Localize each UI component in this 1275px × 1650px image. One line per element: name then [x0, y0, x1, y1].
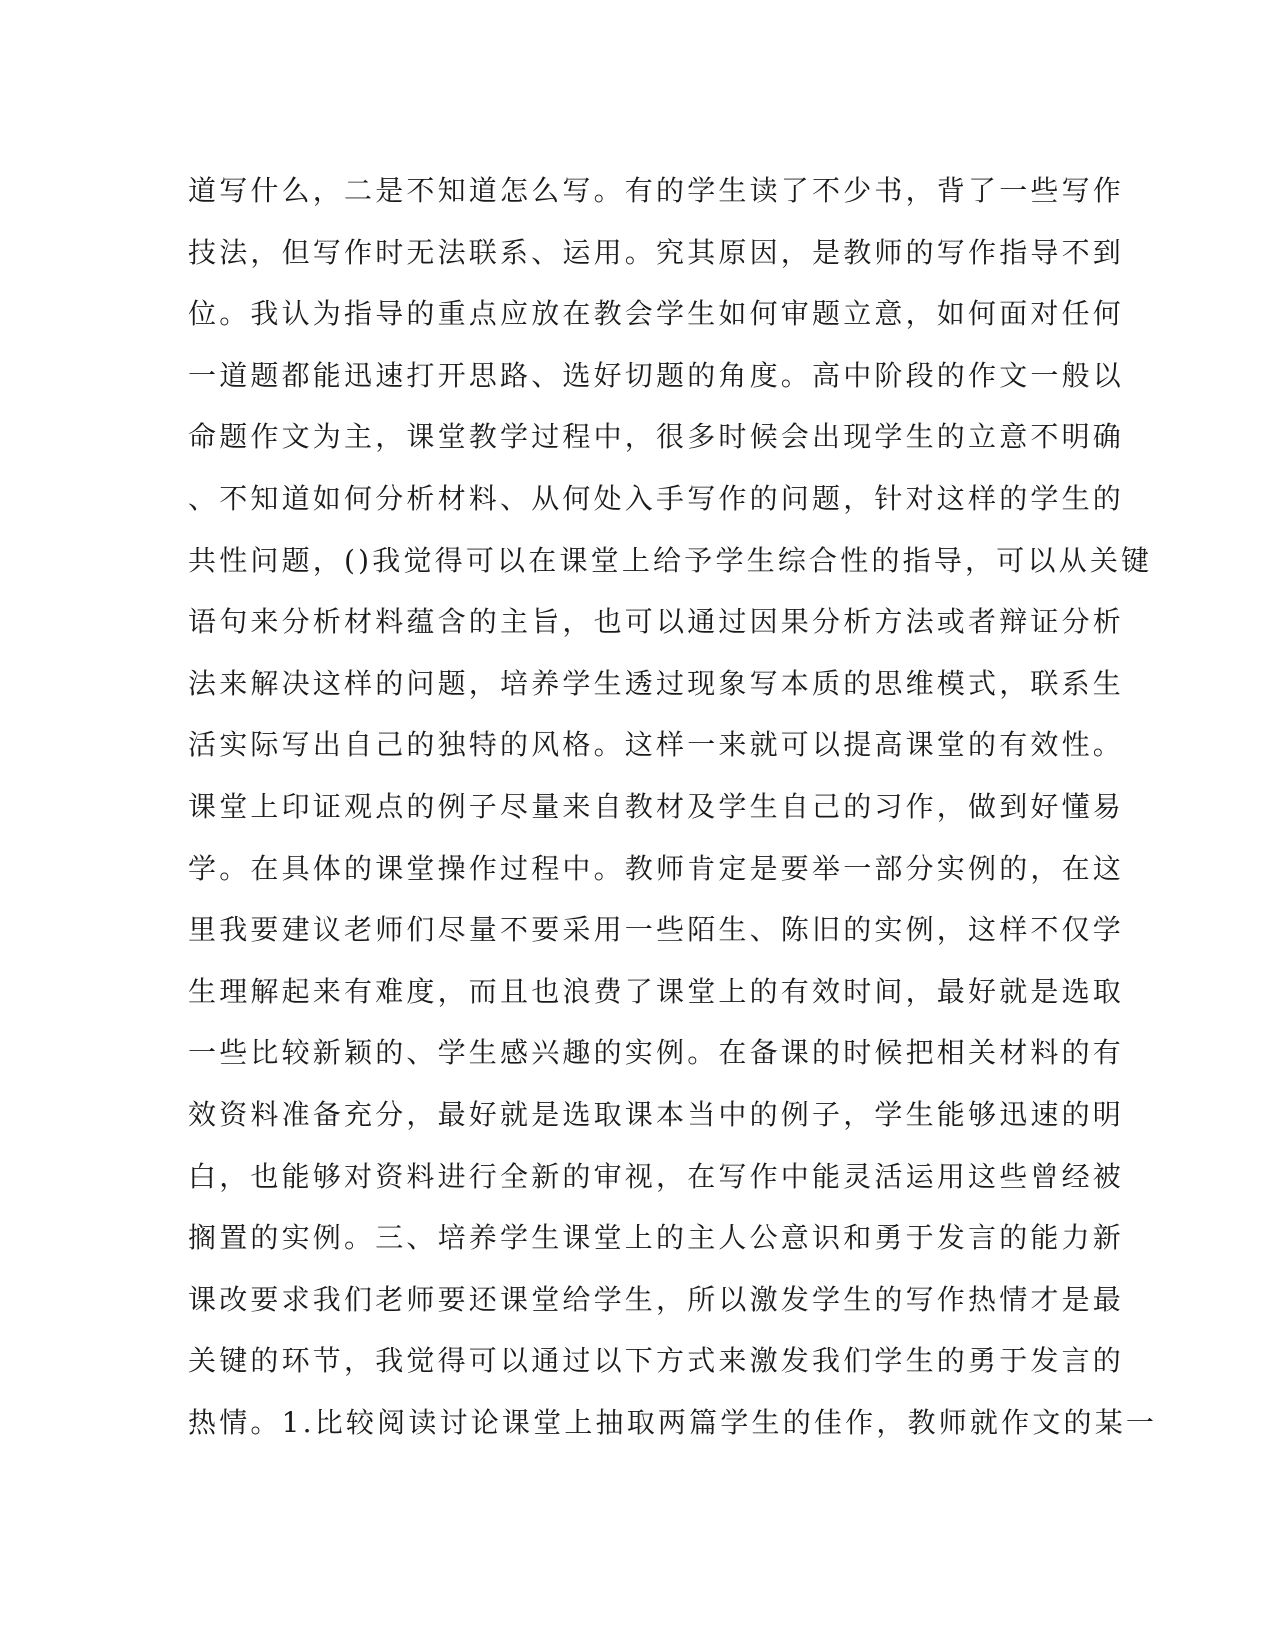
text-line: 效资料准备充分，最好就是选取课本当中的例子，学生能够迅速的明	[188, 1097, 1125, 1131]
text-line: 课改要求我们老师要还课堂给学生，所以激发学生的写作热情才是最	[188, 1282, 1125, 1316]
text-line: 共性问题，()我觉得可以在课堂上给予学生综合性的指导，可以从关键	[188, 543, 1153, 577]
text-line: 一些比较新颖的、学生感兴趣的实例。在备课的时候把相关材料的有	[188, 1036, 1125, 1070]
text-line: 活实际写出自己的独特的风格。这样一来就可以提高课堂的有效性。	[188, 728, 1125, 762]
text-line: 热情。1.比较阅读讨论课堂上抽取两篇学生的佳作，教师就作文的某一	[188, 1405, 1158, 1439]
text-line: 、不知道如何分析材料、从何处入手写作的问题，针对这样的学生的	[188, 481, 1125, 515]
body-text	[188, 160, 1158, 1453]
text-line: 技法，但写作时无法联系、运用。究其原因，是教师的写作指导不到	[188, 235, 1125, 269]
text-line: 生理解起来有难度，而且也浪费了课堂上的有效时间，最好就是选取	[188, 974, 1125, 1008]
text-line: 课堂上印证观点的例子尽量来自教材及学生自己的习作，做到好懂易	[188, 789, 1125, 823]
text-line: 里我要建议老师们尽量不要采用一些陌生、陈旧的实例，这样不仅学	[188, 913, 1125, 947]
text-line: 道写什么，二是不知道怎么写。有的学生读了不少书，背了一些写作	[188, 174, 1125, 207]
text-line: 语句来分析材料蕴含的主旨，也可以通过因果分析方法或者辩证分析	[188, 605, 1125, 639]
text-line: 位。我认为指导的重点应放在教会学生如何审题立意，如何面对任何	[188, 297, 1125, 331]
text-line: 白，也能够对资料进行全新的审视，在写作中能灵活运用这些曾经被	[188, 1159, 1125, 1193]
text-line: 搁置的实例。三、培养学生课堂上的主人公意识和勇于发言的能力新	[188, 1221, 1125, 1255]
text-line: 关键的环节，我觉得可以通过以下方式来激发我们学生的勇于发言的	[188, 1344, 1125, 1378]
text-line: 学。在具体的课堂操作过程中。教师肯定是要举一部分实例的，在这	[188, 851, 1125, 885]
text-line: 命题作文为主，课堂教学过程中，很多时候会出现学生的立意不明确	[188, 420, 1125, 454]
text-line: 法来解决这样的问题，培养学生透过现象写本质的思维模式，联系生	[188, 666, 1125, 700]
text-line: 一道题都能迅速打开思路、选好切题的角度。高中阶段的作文一般以	[188, 358, 1125, 392]
